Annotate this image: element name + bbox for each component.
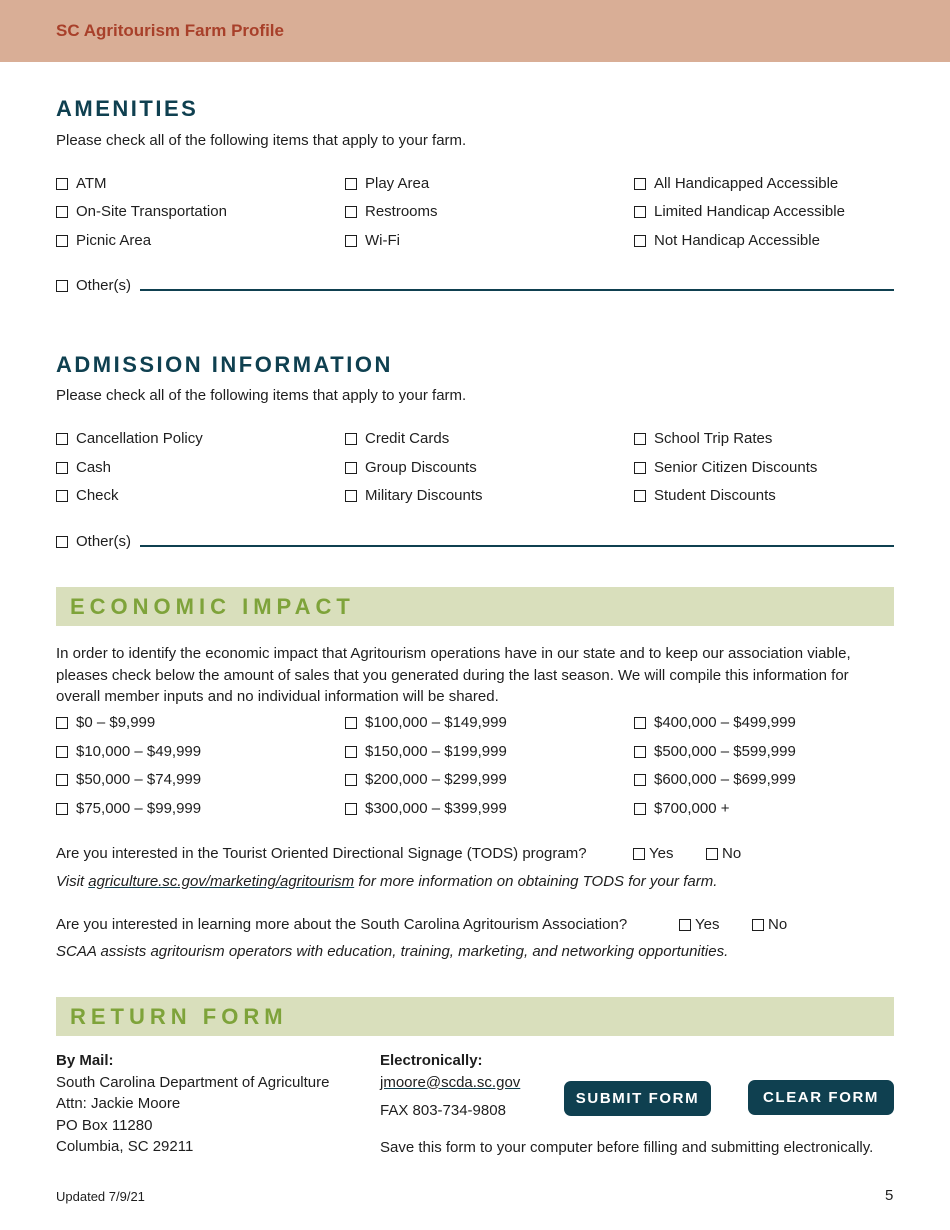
sales-range-checkbox[interactable]: $0 – $9,999 <box>56 714 155 731</box>
admission-intro: Please check all of the following items that apply to your farm. <box>56 387 467 404</box>
email-link[interactable]: jmoore@scda.sc.gov <box>380 1073 521 1091</box>
checkbox-icon <box>56 490 68 502</box>
checkbox-icon <box>345 774 357 786</box>
sales-range-checkbox[interactable]: $150,000 – $199,999 <box>345 743 507 760</box>
tods-yes-checkbox[interactable]: Yes <box>633 845 673 862</box>
address-line: Attn: Jackie Moore <box>56 1095 181 1112</box>
sales-range-checkbox[interactable]: $700,000 + <box>634 800 730 817</box>
checkbox-icon <box>345 717 357 729</box>
checkbox-icon <box>56 717 68 729</box>
updated-date: Updated 7/9/21 <box>56 1189 145 1204</box>
amenity-checkbox[interactable]: On-Site Transportation <box>56 203 227 220</box>
clear-form-button[interactable]: CLEAR FORM <box>748 1080 894 1115</box>
amenity-checkbox[interactable]: Wi-Fi <box>345 232 400 249</box>
address-line: South Carolina Department of Agriculture <box>56 1073 330 1091</box>
amenity-checkbox[interactable]: All Handicapped Accessible <box>634 175 838 192</box>
checkbox-icon <box>56 746 68 758</box>
amenity-checkbox[interactable]: Play Area <box>345 175 429 192</box>
checkbox-icon <box>345 433 357 445</box>
economic-impact-title: ECONOMIC IMPACT <box>70 594 355 619</box>
checkbox-icon <box>634 178 646 190</box>
admission-other-input[interactable] <box>140 545 894 547</box>
checkbox-icon <box>634 206 646 218</box>
amenity-other-checkbox[interactable]: Other(s) <box>56 277 131 294</box>
checkbox-icon <box>56 536 68 548</box>
checkbox-icon <box>634 490 646 502</box>
checkbox-icon <box>345 206 357 218</box>
submit-form-button[interactable]: SUBMIT FORM <box>564 1081 711 1116</box>
checkbox-icon <box>345 490 357 502</box>
checkbox-icon <box>56 803 68 815</box>
admission-checkbox[interactable]: Military Discounts <box>345 487 483 504</box>
scaa-yes-checkbox[interactable]: Yes <box>679 916 719 933</box>
mail-address <box>56 1050 329 1158</box>
checkbox-icon <box>634 462 646 474</box>
checkbox-icon <box>56 235 68 247</box>
checkbox-icon <box>634 746 646 758</box>
checkbox-icon <box>345 462 357 474</box>
tods-link[interactable]: agriculture.sc.gov/marketing/agritourism <box>88 873 355 890</box>
checkbox-icon <box>56 462 68 474</box>
checkbox-icon <box>345 178 357 190</box>
checkbox-icon <box>634 717 646 729</box>
return-form-title: RETURN FORM <box>70 1004 288 1029</box>
checkbox-icon <box>56 206 68 218</box>
amenities-title: AMENITIES <box>56 96 199 121</box>
economic-impact-band <box>56 587 894 626</box>
amenity-checkbox[interactable]: ATM <box>56 175 107 192</box>
checkbox-icon <box>345 803 357 815</box>
page-number: 5 <box>885 1187 894 1204</box>
checkbox-icon <box>56 774 68 786</box>
page-header <box>0 0 950 62</box>
amenities-intro: Please check all of the following items that apply to your farm. <box>56 132 467 149</box>
checkbox-icon <box>56 433 68 445</box>
admission-checkbox[interactable]: Credit Cards <box>345 430 449 447</box>
scaa-no-checkbox[interactable]: No <box>752 916 787 933</box>
sales-range-checkbox[interactable]: $100,000 – $149,999 <box>345 714 507 731</box>
sales-range-checkbox[interactable]: $600,000 – $699,999 <box>634 771 796 788</box>
sales-range-checkbox[interactable]: $500,000 – $599,999 <box>634 743 796 760</box>
scaa-question: Are you interested in learning more about the South Carolina Agritourism Association? <box>56 916 628 933</box>
admission-other-checkbox[interactable]: Other(s) <box>56 533 131 550</box>
admission-checkbox[interactable]: Cancellation Policy <box>56 430 203 447</box>
tods-question: Are you interested in the Tourist Oriented Directional Signage (TODS) program? <box>56 845 587 862</box>
amenity-other-input[interactable] <box>140 289 894 291</box>
checkbox-icon <box>634 803 646 815</box>
checkbox-icon <box>634 774 646 786</box>
electronic-contact <box>380 1050 520 1122</box>
checkbox-icon <box>56 178 68 190</box>
checkbox-icon <box>752 919 764 931</box>
admission-checkbox[interactable]: Student Discounts <box>634 487 776 504</box>
admission-checkbox[interactable]: Cash <box>56 459 111 476</box>
checkbox-icon <box>634 235 646 247</box>
amenity-checkbox[interactable]: Picnic Area <box>56 232 151 249</box>
sales-range-checkbox[interactable]: $400,000 – $499,999 <box>634 714 796 731</box>
amenity-checkbox[interactable]: Restrooms <box>345 203 438 220</box>
sales-range-checkbox[interactable]: $200,000 – $299,999 <box>345 771 507 788</box>
admission-title: ADMISSION INFORMATION <box>56 352 393 377</box>
return-form-band <box>56 997 894 1036</box>
address-line: Columbia, SC 29211 <box>56 1138 194 1155</box>
checkbox-icon <box>679 919 691 931</box>
sales-range-checkbox[interactable]: $10,000 – $49,999 <box>56 743 201 760</box>
amenity-checkbox[interactable]: Not Handicap Accessible <box>634 232 820 249</box>
fax-number: FAX 803-734-9808 <box>380 1102 506 1119</box>
checkbox-icon <box>345 746 357 758</box>
address-line: PO Box 11280 <box>56 1116 153 1134</box>
admission-checkbox[interactable]: Check <box>56 487 119 504</box>
header-title: SC Agritourism Farm Profile <box>56 21 284 40</box>
sales-range-checkbox[interactable]: $75,000 – $99,999 <box>56 800 201 817</box>
save-note: Save this form to your computer before filling and submitting electronically. <box>380 1139 874 1156</box>
checkbox-icon <box>56 280 68 292</box>
admission-checkbox[interactable]: School Trip Rates <box>634 430 772 447</box>
mail-label: By Mail: <box>56 1052 114 1069</box>
economic-paragraph: In order to identify the economic impact that Agritourism operations have in our state and to keep our association viable, pleases check below the amount of sales that you generated during the last season. We will compile this information for overall member inputs and no individual information will be shared. <box>56 645 851 705</box>
sales-range-checkbox[interactable]: $50,000 – $74,999 <box>56 771 201 788</box>
checkbox-icon <box>345 235 357 247</box>
amenity-checkbox[interactable]: Limited Handicap Accessible <box>634 203 845 220</box>
tods-note: Visit agriculture.sc.gov/marketing/agritourism for more information on obtaining TODS for your farm. <box>56 873 718 890</box>
admission-checkbox[interactable]: Senior Citizen Discounts <box>634 459 817 476</box>
tods-no-checkbox[interactable]: No <box>706 845 741 862</box>
sales-range-checkbox[interactable]: $300,000 – $399,999 <box>345 800 507 817</box>
electronic-label: Electronically: <box>380 1052 483 1069</box>
scaa-note: SCAA assists agritourism operators with education, training, marketing, and networking opportunities. <box>56 943 729 960</box>
checkbox-icon <box>633 848 645 860</box>
admission-checkbox[interactable]: Group Discounts <box>345 459 477 476</box>
checkbox-icon <box>634 433 646 445</box>
checkbox-icon <box>706 848 718 860</box>
